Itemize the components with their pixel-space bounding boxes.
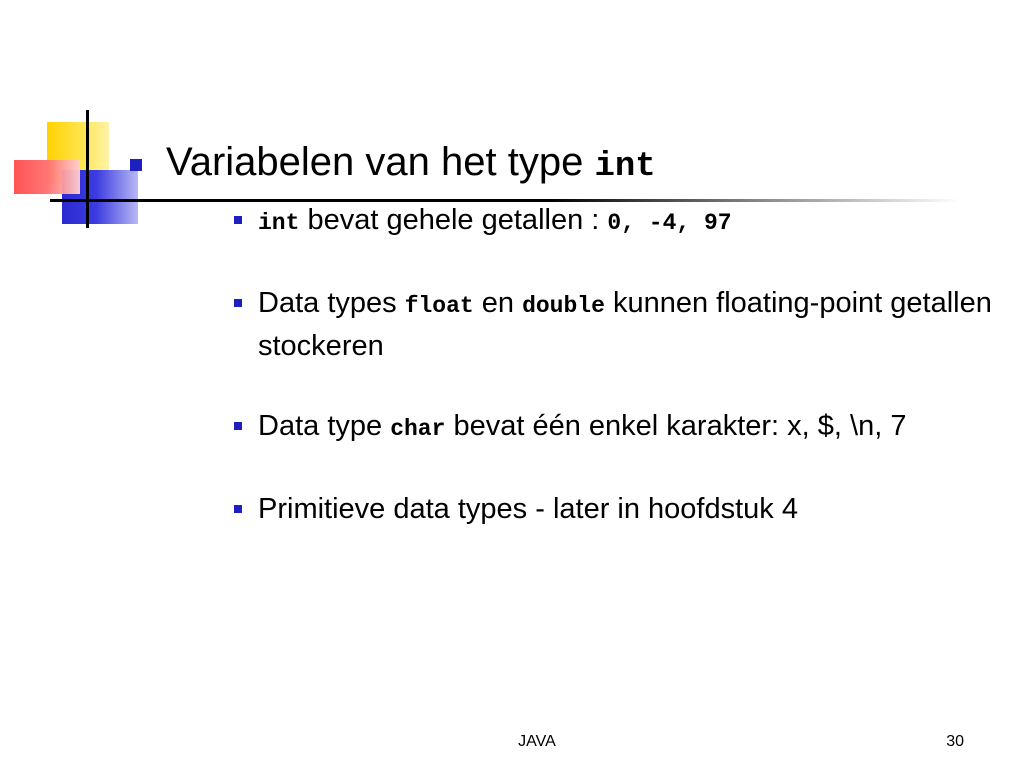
title-text: Variabelen van het type <box>166 140 595 184</box>
page-number: 30 <box>946 733 964 750</box>
item-text: Data types <box>258 287 405 319</box>
item-text: bevat één enkel karakter: x, $, \n, 7 <box>445 410 907 442</box>
item-text: en <box>473 287 523 319</box>
logo-vertical-line <box>86 110 89 228</box>
list-item <box>232 406 992 449</box>
item-text: bevat gehele getallen : <box>299 204 608 236</box>
title-bullet-icon <box>130 159 142 171</box>
bullet-list <box>232 200 992 529</box>
code-int: int <box>258 210 300 236</box>
footer-label: JAVA <box>518 733 556 750</box>
bullet-icon <box>234 505 242 513</box>
code-char: char <box>390 416 446 442</box>
logo-red-square <box>14 160 80 194</box>
title-row <box>130 138 656 191</box>
slide-title <box>166 138 656 191</box>
bullet-icon <box>234 216 242 224</box>
code-float: float <box>404 293 474 319</box>
bullet-icon <box>234 299 242 307</box>
slide-logo-decoration <box>0 0 160 240</box>
list-item <box>232 283 992 366</box>
item-text: kunnen floating-point getallen stockeren <box>258 287 992 362</box>
item-text: Data type <box>258 410 391 442</box>
item-text: Primitieve data types - later in hoofdstuk 4 <box>258 493 798 525</box>
list-item <box>232 200 992 243</box>
list-item <box>232 489 992 529</box>
title-code: int <box>594 148 656 186</box>
bullet-icon <box>234 422 242 430</box>
code-values: 0, -4, 97 <box>607 210 732 236</box>
code-double: double <box>522 293 605 319</box>
